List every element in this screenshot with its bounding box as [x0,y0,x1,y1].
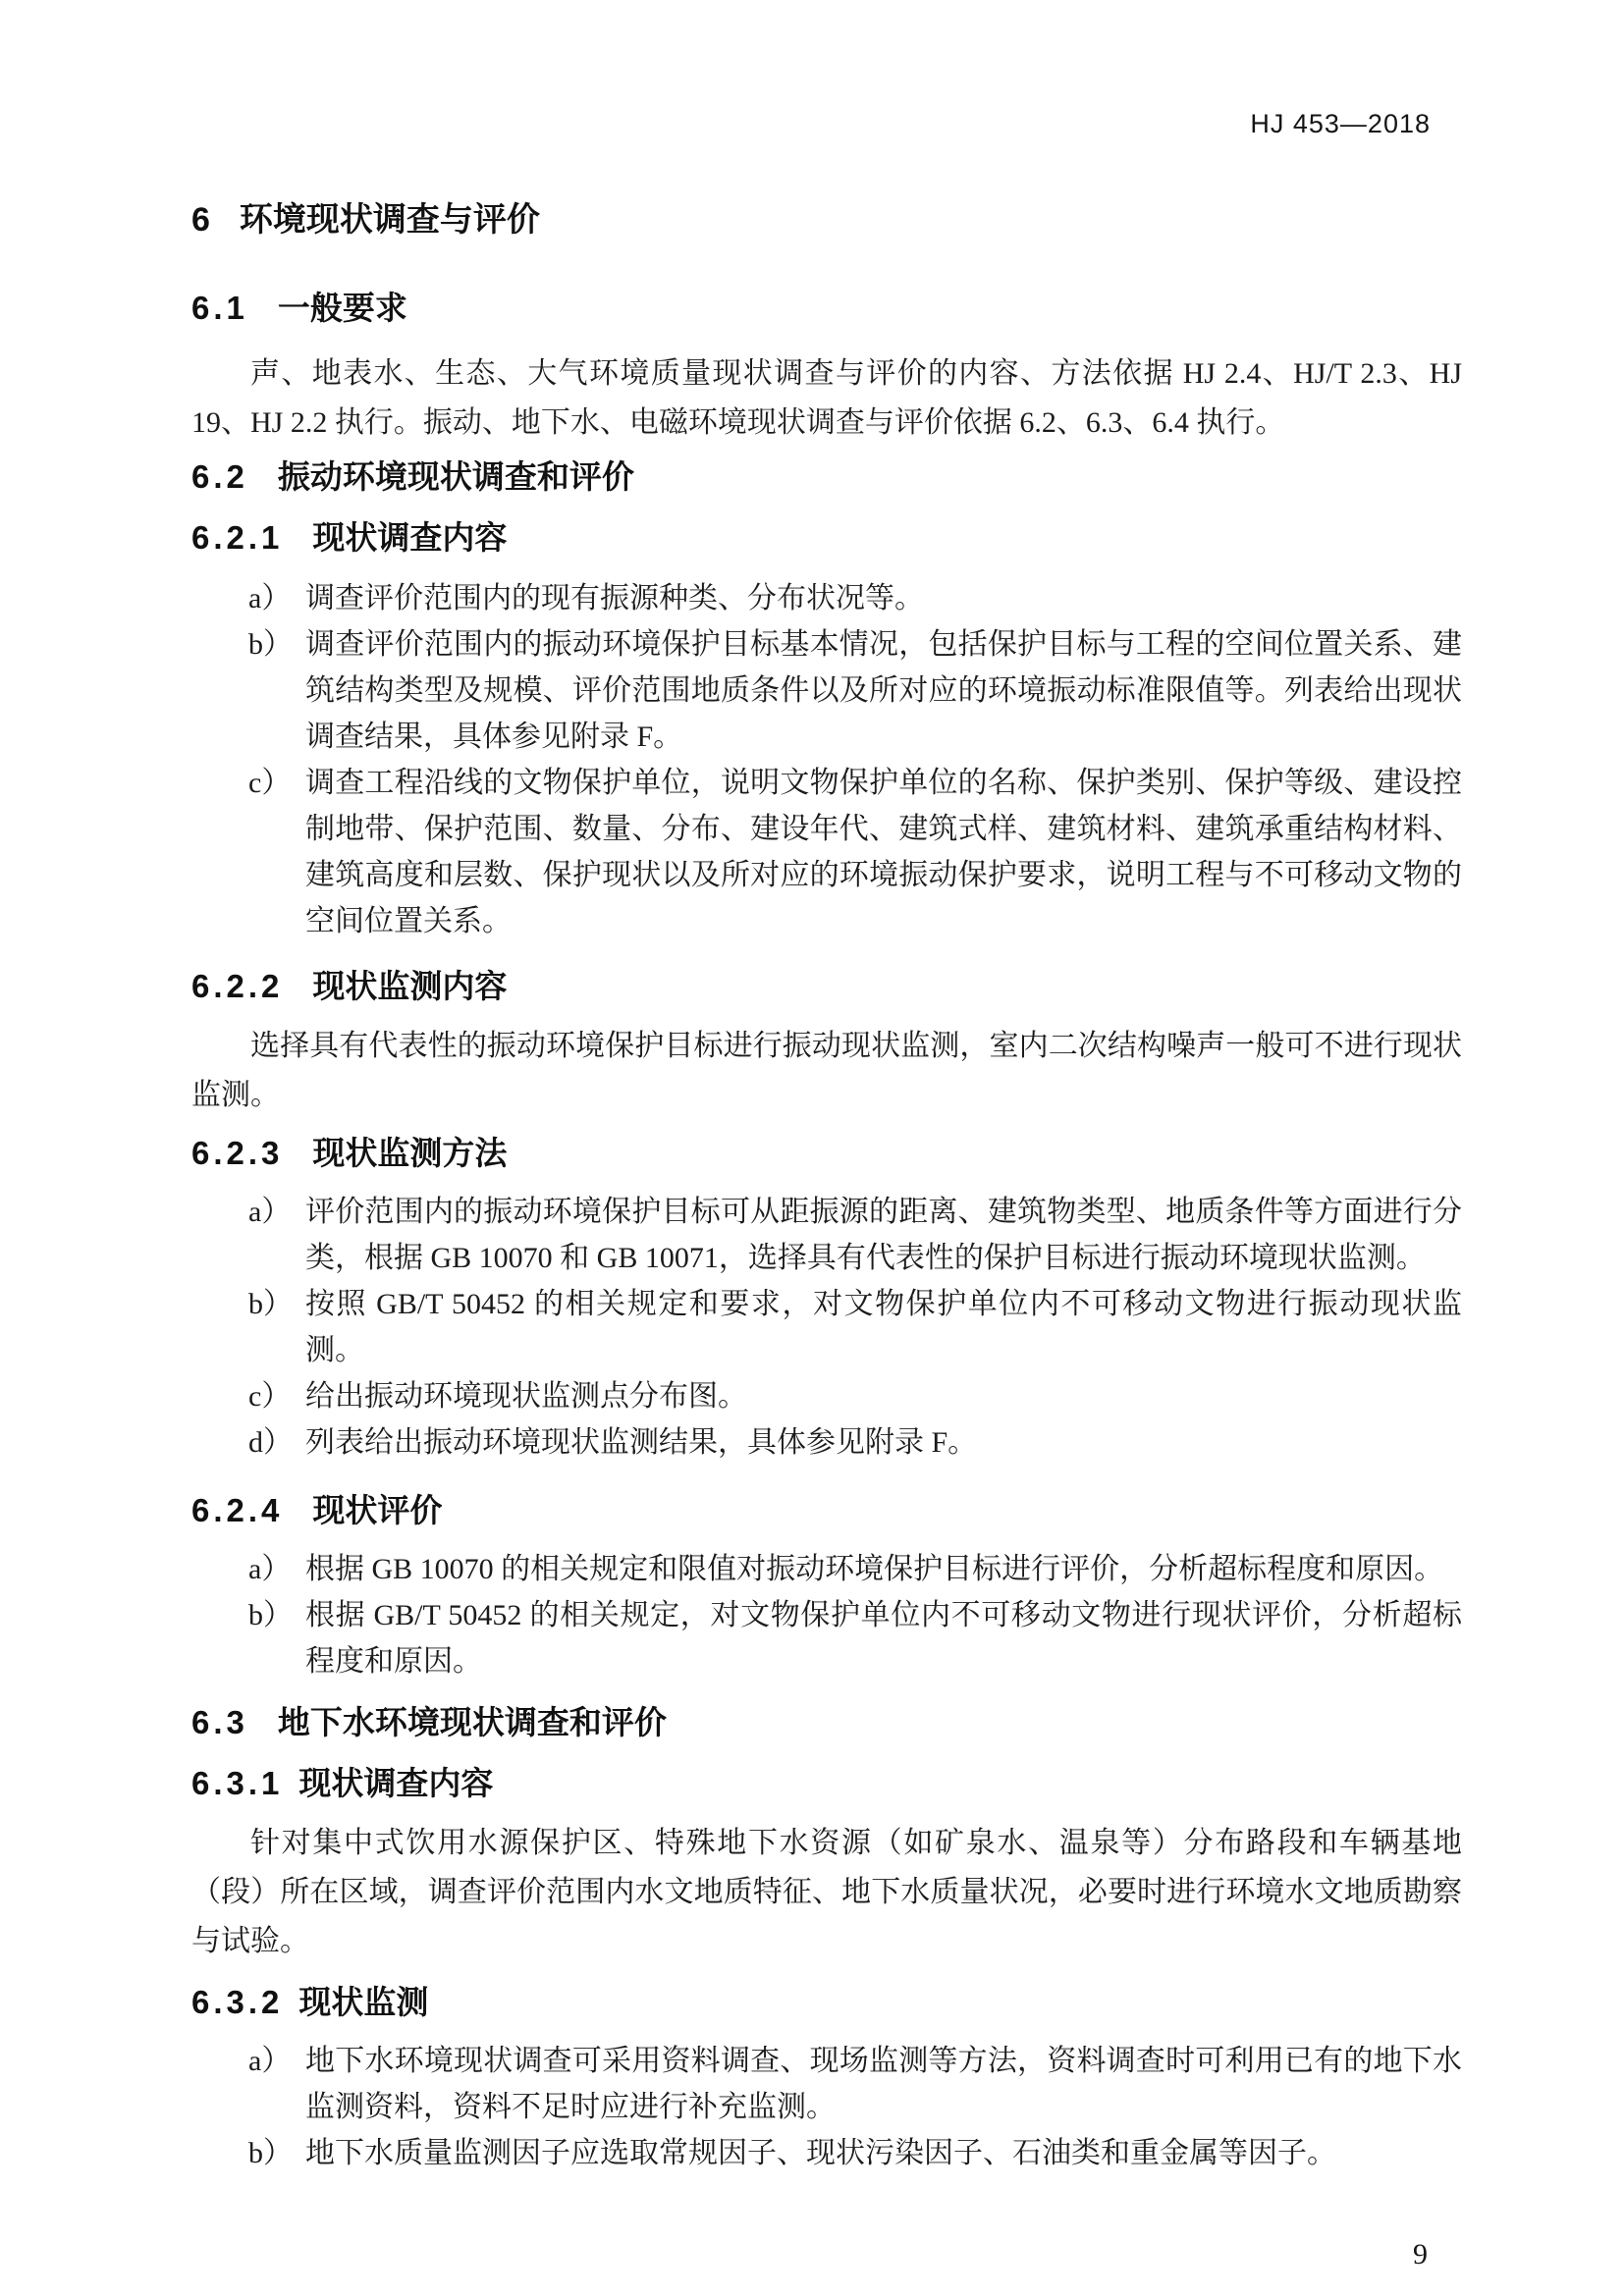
list-item-text: 按照 GB/T 50452 的相关规定和要求，对文物保护单位内不可移动文物进行振动现状监测。 [305,1288,1462,1366]
list-item-text: 调查评价范围内的现有振源种类、分布状况等。 [305,582,924,614]
list-item-text: 根据 GB 10070 的相关规定和限值对振动环境保护目标进行评价，分析超标程度和原因。 [305,1553,1444,1585]
heading-6-2-4-number: 6.2.4 [191,1492,284,1528]
heading-6-1 [191,289,1462,328]
doc-number: HJ 453—2018 [1250,109,1431,138]
heading-6-2 [191,457,1462,497]
paragraph-6-3-1: 针对集中式饮用水源保护区、特殊地下水资源（如矿泉水、温泉等）分布路段和车辆基地（段）所在区域，调查评价范围内水文地质特征、地下水质量状况，必要时进行环境水文地质勘察与试验。 [191,1827,1462,1957]
paragraph-6-2-2: 选择具有代表性的振动环境保护目标进行振动现状监测，室内二次结构噪声一般可不进行现状监测。 [191,1030,1462,1111]
list-marker: b） [248,1288,293,1320]
list-item [248,1373,1462,1419]
heading-6-3-1 [191,1764,1462,1803]
list-item [248,575,1462,621]
list-6-2-3 [248,1189,1462,1466]
list-item [248,1281,1462,1373]
heading-6-2-4-title: 现状评价 [312,1492,443,1528]
list-marker: c） [248,767,292,799]
list-6-3-2 [248,2038,1462,2176]
heading-6-2-number: 6.2 [191,458,248,495]
list-item [248,1189,1462,1281]
heading-6-2-2-title: 现状监测内容 [312,968,508,1004]
list-item [248,2038,1462,2130]
heading-6-2-1 [191,518,1462,558]
heading-6-2-3-title: 现状监测方法 [312,1135,508,1171]
list-marker: a） [248,582,292,614]
list-item-text: 地下水质量监测因子应选取常规因子、现状污染因子、石油类和重金属等因子。 [305,2137,1336,2169]
heading-6-3-2-title: 现状监测 [298,1984,429,2020]
heading-6-3-1-title: 现状调查内容 [298,1765,494,1801]
heading-6-2-2-number: 6.2.2 [191,968,284,1004]
list-item [248,621,1462,760]
list-item-text: 列表给出振动环境现状监测结果，具体参见附录 F。 [305,1426,978,1459]
heading-6-2-3-number: 6.2.3 [191,1135,284,1171]
list-marker: a） [248,1553,292,1585]
list-item-text: 根据 GB/T 50452 的相关规定，对文物保护单位内不可移动文物进行现状评价，分析超标程度和原因。 [305,1599,1462,1678]
list-item-text: 地下水环境现状调查可采用资料调查、现场监测等方法，资料调查时可利用已有的地下水监测资料，资料不足时应进行补充监测。 [305,2045,1462,2123]
heading-6-3-title: 地下水环境现状调查和评价 [277,1704,667,1740]
list-marker: b） [248,1599,293,1631]
list-marker: d） [248,1426,293,1459]
heading-6-2-1-number: 6.2.1 [191,519,284,556]
list-6-2-1 [248,575,1462,944]
heading-6-title: 环境现状调查与评价 [239,201,540,239]
heading-6-3-2-number: 6.3.2 [191,1984,284,2020]
heading-6-2-1-title: 现状调查内容 [312,519,508,556]
list-item [248,1546,1462,1592]
heading-6-1-title: 一般要求 [277,290,407,326]
heading-6-2-4 [191,1491,1462,1530]
heading-6-3-number: 6.3 [191,1704,248,1740]
list-6-2-4 [248,1546,1462,1684]
heading-6-2-3 [191,1134,1462,1173]
list-marker: b） [248,628,293,661]
heading-6-1-number: 6.1 [191,290,248,326]
paragraph-6-1: 声、地表水、生态、大气环境质量现状调查与评价的内容、方法依据 HJ 2.4、HJ/T 2.3、HJ 19、HJ 2.2 执行。振动、地下水、电磁环境现状调查与评价依据 6.2、6.3、6.4 执行。 [191,357,1462,439]
list-item-text: 调查评价范围内的振动环境保护目标基本情况，包括保护目标与工程的空间位置关系、建筑结构类型及规模、评价范围地质条件以及所对应的环境振动标准限值等。列表给出现状调查结果，具体参见附录 F。 [305,628,1462,753]
list-item [248,1592,1462,1684]
list-item-text: 调查工程沿线的文物保护单位，说明文物保护单位的名称、保护类别、保护等级、建设控制地带、保护范围、数量、分布、建设年代、建筑式样、建筑材料、建筑承重结构材料、建筑高度和层数、保护现状以及所对应的环境振动保护要求，说明工程与不可移动文物的空间位置关系。 [305,767,1462,937]
list-marker: b） [248,2137,293,2169]
list-marker: a） [248,2045,292,2077]
list-item-text: 给出振动环境现状监测点分布图。 [305,1380,747,1413]
page-header [191,108,1462,139]
heading-6 [191,200,1462,240]
heading-6-2-title: 振动环境现状调查和评价 [277,458,634,495]
list-marker: c） [248,1380,292,1413]
list-marker: a） [248,1196,292,1228]
heading-6-3 [191,1703,1462,1742]
heading-6-3-1-number: 6.3.1 [191,1765,284,1801]
page-number: 9 [1413,2238,1428,2270]
list-item [248,1419,1462,1466]
heading-6-3-2 [191,1983,1462,2022]
heading-6-number: 6 [191,201,214,239]
list-item [248,760,1462,944]
list-item [248,2130,1462,2176]
heading-6-2-2 [191,967,1462,1006]
list-item-text: 评价范围内的振动环境保护目标可从距振源的距离、建筑物类型、地质条件等方面进行分类，根据 GB 10070 和 GB 10071，选择具有代表性的保护目标进行振动环境现状监测。 [305,1196,1462,1274]
